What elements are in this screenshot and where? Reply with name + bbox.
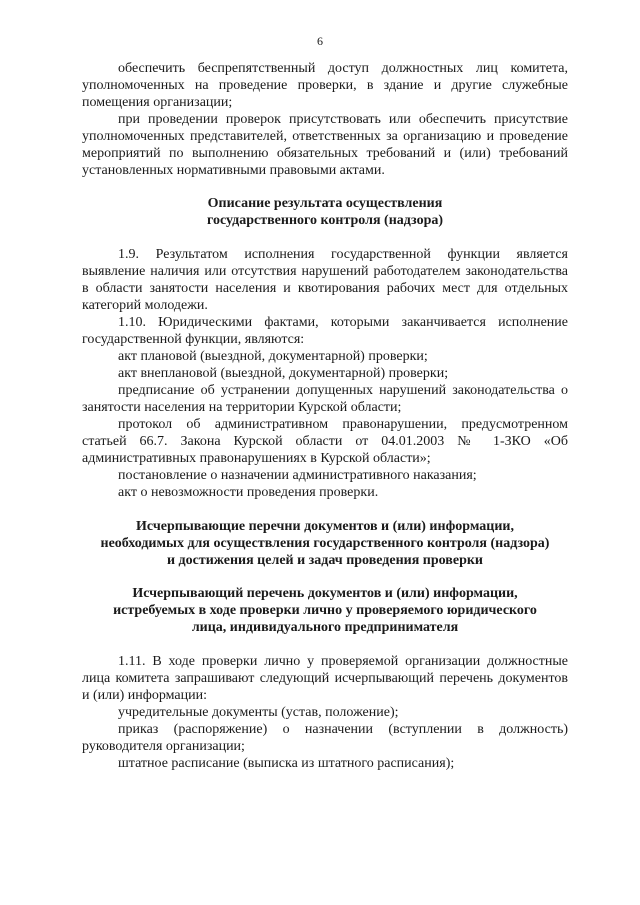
section-heading-documents bbox=[82, 518, 568, 569]
list-item: акт о невозможности проведения проверки. bbox=[118, 485, 379, 500]
paragraph: при проведении проверок присутствовать или обеспечить присутствие уполномоченных представителей, ответственных за организацию и проведение мероприятий по выполнению обязательных требований и (или) требований установленных нормативными правовыми актами. bbox=[82, 112, 568, 178]
list-item: штатное расписание (выписка из штатного расписания); bbox=[118, 756, 455, 771]
heading-line: и достижения целей и задач проведения проверки bbox=[166, 553, 483, 568]
section-heading-result bbox=[82, 195, 568, 229]
paragraph: 1.11. В ходе проверки лично у проверяемой организации должностные лица комитета запрашивают следующий исчерпывающий перечень документов и (или) информации: bbox=[82, 654, 568, 703]
paragraph: 1.9. Результатом исполнения государственной функции является выявление наличия или отсутствия нарушений работодателем законодательства в области занятости населения и квотирования рабочих мест для отдельных категорий молодежи. bbox=[82, 247, 568, 313]
heading-line: Исчерпывающие перечни документов и (или) информации, bbox=[136, 519, 514, 534]
list-item: предписание об устранении допущенных нарушений законодательства о занятости населения на территории Курской области; bbox=[82, 383, 568, 415]
list-item: акт плановой (выездной, документарной) проверки; bbox=[118, 349, 428, 364]
list-item: приказ (распоряжение) о назначении (вступлении в должность) руководителя организации; bbox=[82, 722, 568, 754]
list-item: учредительные документы (устав, положение); bbox=[118, 705, 399, 720]
heading-line: Исчерпывающий перечень документов и (или) информации, bbox=[132, 586, 518, 601]
document-body bbox=[82, 60, 568, 772]
heading-line: государственного контроля (надзора) bbox=[206, 213, 444, 228]
list-item: акт внеплановой (выездной, документарной) проверки; bbox=[118, 366, 449, 381]
heading-line: Описание результата осуществления bbox=[207, 196, 443, 211]
page-number: 6 bbox=[317, 34, 323, 48]
list-item: постановление о назначении административного наказания; bbox=[118, 468, 477, 483]
list-item: протокол об административном правонарушении, предусмотренном статьей 66.7. Закона Курской области от 04.01.2003 № 1-ЗКО «Об административных правонарушениях в Курской области»; bbox=[82, 417, 568, 466]
heading-line: лица, индивидуального предпринимателя bbox=[191, 620, 459, 635]
paragraph: обеспечить беспрепятственный доступ должностных лиц комитета, уполномоченных на проведение проверки, в здание и другие служебные помещения организации; bbox=[82, 61, 568, 110]
paragraph: 1.10. Юридическими фактами, которыми заканчивается исполнение государственной функции, являются: bbox=[82, 315, 568, 347]
section-heading-requested-documents bbox=[82, 585, 568, 636]
heading-line: истребуемых в ходе проверки лично у проверяемого юридического bbox=[113, 603, 537, 618]
heading-line: необходимых для осуществления государственного контроля (надзора) bbox=[100, 536, 550, 551]
